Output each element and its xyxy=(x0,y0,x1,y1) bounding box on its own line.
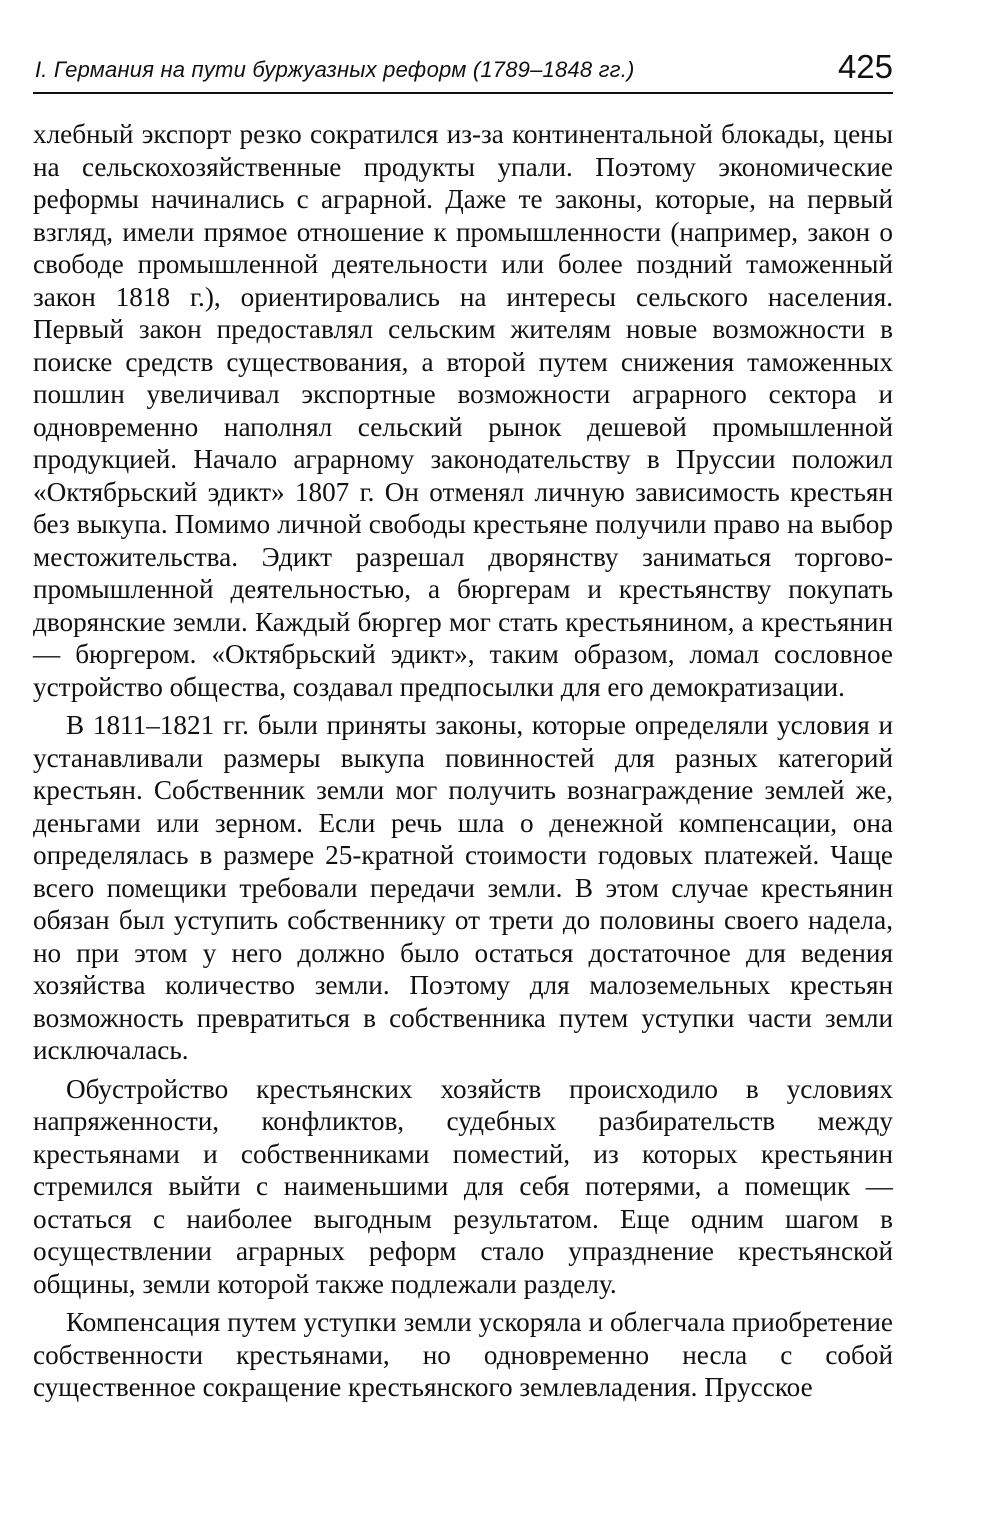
paragraph-continued: хлебный экспорт резко сократился из-за континентальной блокады, цены на сельскохозяйственные продукты упали. Поэтому экономические реформы начинались с аграрной. Даже те законы, которые, на первый взгляд, имели прямое отношение к промышленности (например, закон о свободе промышленной деятельности или более поздний таможенный закон 1818 г.), ориентировались на интересы сельского населения. Первый закон предоставлял сельским жителям новые возможности в поиске средств существования, а второй путем снижения таможенных пошлин увеличивал экспортные возможности аграрного сектора и одновременно наполнял сельский рынок дешевой промышленной продукцией. Начало аграрному законодательству в Пруссии положил «Октябрьский эдикт» 1807 г. Он отменял личную зависимость крестьян без выкупа. Помимо личной свободы крестьяне получили право на выбор местожительства. Эдикт разрешал дворянству заниматься торгово-промышленной деятельностью, а бюргерам и крестьянству покупать дворянские земли. Каждый бюргер мог стать крестьянином, а крестьянин — бюргером. «Октябрьский эдикт», таким образом, ломал сословное устройство общества, создавал предпосылки для его демократизации. xyxy=(33,119,893,702)
paragraph: Компенсация путем уступки земли ускоряла и облегчала приобретение собственности крестьянами, но одновременно несла с собой существенное сокращение крестьянского землевладения. Прусское xyxy=(33,1307,893,1402)
paragraph: Обустройство крестьянских хозяйств происходило в условиях напряженности, конфликтов, судебных разбирательств между крестьянами и собственниками поместий, из которых крестьянин стремился выйти с наименьшими для себя потерями, а помещик — остаться с наиболее выгодным результатом. Еще одним шагом в осуществлении аграрных реформ стало упразднение крестьянской общины, земли которой также подлежали разделу. xyxy=(33,1073,893,1299)
running-header xyxy=(33,40,893,94)
page-number: 425 xyxy=(837,48,893,85)
paragraph: В 1811–1821 гг. были приняты законы, которые определяли условия и устанавливали размеры выкупа повинностей для разных категорий крестьян. Собственник земли мог получить вознаграждение землей же, деньгами или зерном. Если речь шла о денежной компенсации, она определялась в размере 25-кратной стоимости годовых платежей. Чаще всего помещики требовали передачи земли. В этом случае крестьянин обязан был уступить собственнику от трети до половины своего надела, но при этом у него должно было остаться достаточное для ведения хозяйства количество земли. Поэтому для малоземельных крестьян возможность превратиться в собственника путем уступки части земли исключалась. xyxy=(33,710,893,1065)
book-page xyxy=(33,40,893,1480)
body-text xyxy=(33,118,893,1404)
running-title: I. Германия на пути буржуазных реформ (1789–1848 гг.) xyxy=(35,57,635,82)
